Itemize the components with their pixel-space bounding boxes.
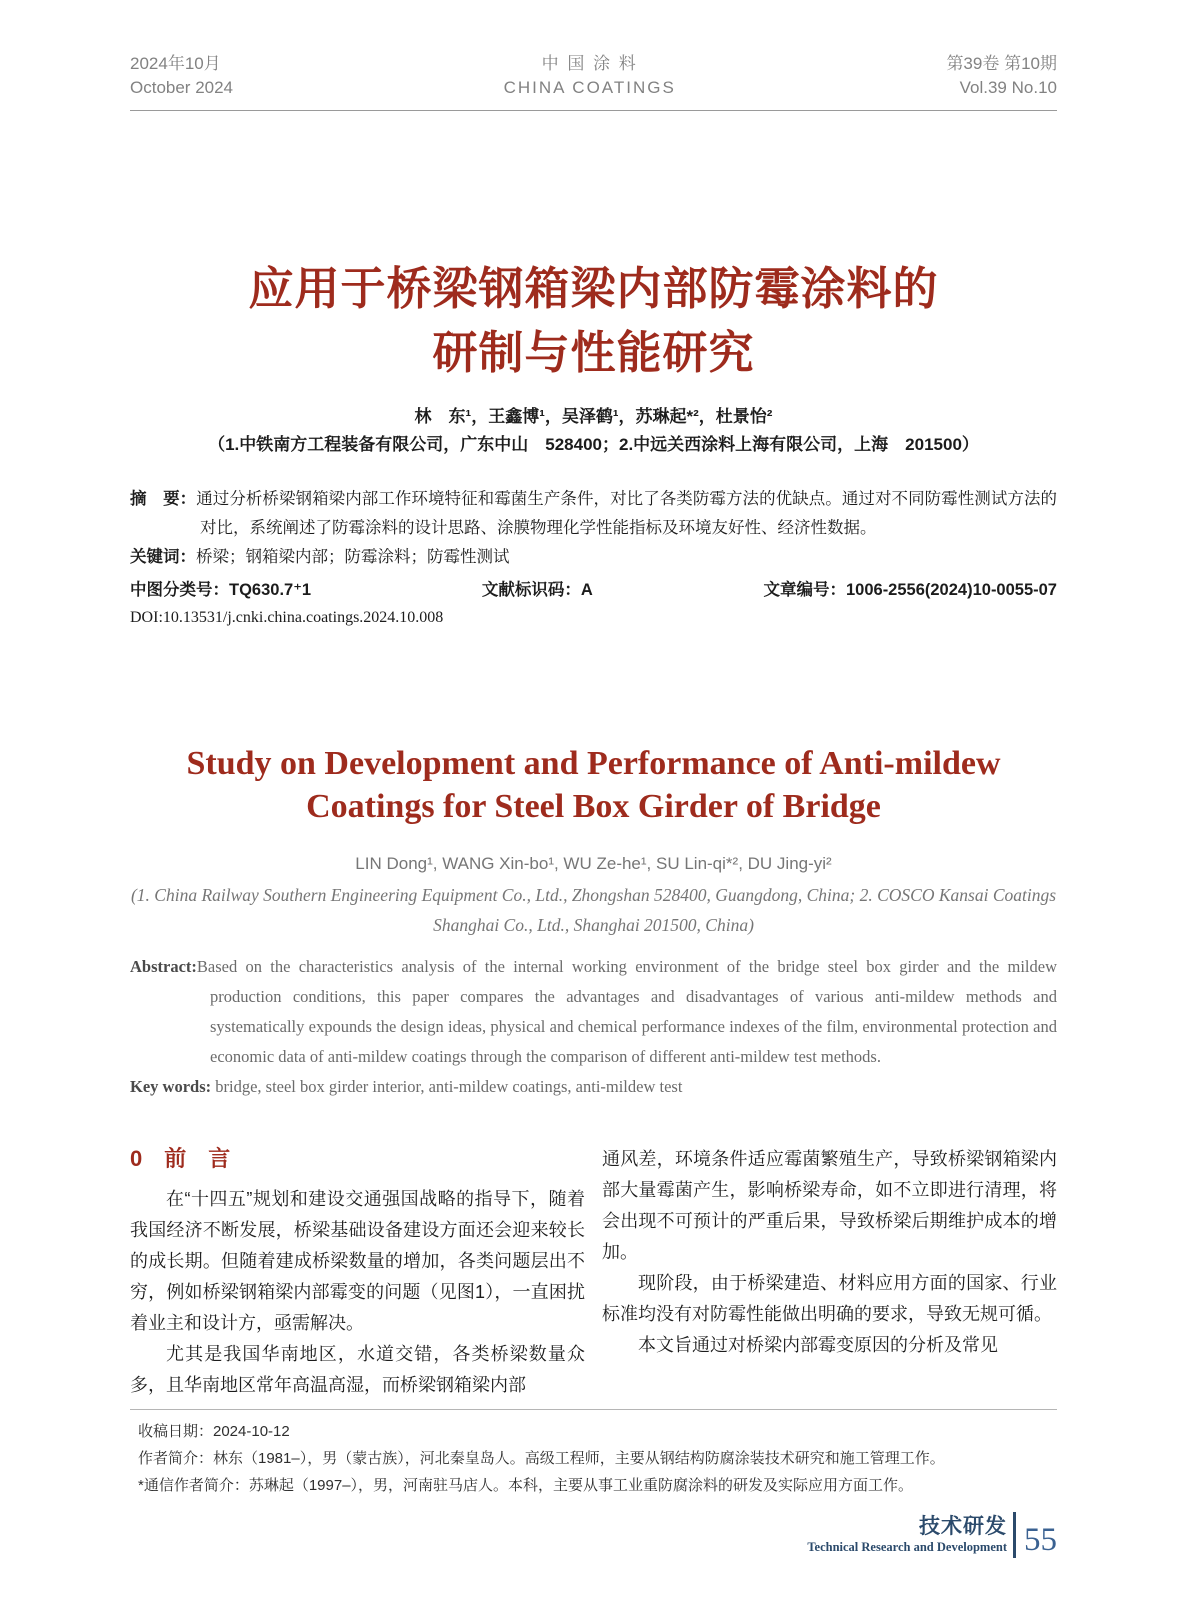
authors-cn: 林 东¹，王鑫博¹，吴泽鹤¹，苏琳起*²，杜景怡² [414,407,773,426]
article-id: 文章编号：1006-2556(2024)10-0055-07 [763,581,1057,599]
intro-right-column [602,1144,1057,1401]
authors-en: LIN Dong¹, WANG Xin-bo¹, WU Ze-he¹, SU Lin-qi*², DU Jing-yi² [355,854,832,873]
header-journal-en: CHINA COATINGS [503,78,676,97]
header-issue [946,52,1057,100]
abstract-en [130,952,1057,1072]
page-footer [807,1512,1057,1558]
affiliation-en: (1. China Railway Southern Engineering Equipment Co., Ltd., Zhongshan 528400, Guangdong, China; 2. COSCO Kansai Coatings Shanghai Co., Ltd., Shanghai 201500, China) [130,885,1057,935]
intro-section [130,1144,1057,1401]
abstract-cn-text: 通过分析桥梁钢箱梁内部工作环境特征和霉菌生产条件，对比了各类防霉方法的优缺点。通过对不同防霉性测试方法的对比，系统阐述了防霉涂料的设计思路、涂膜物理化学性能指标及环境友好性、经济性数据。 [196,490,1058,537]
article-title-cn [130,257,1057,385]
article-title-en-line1: Study on Development and Performance of Anti-mildew [186,745,1001,782]
footer-section [807,1515,1007,1555]
header-journal-name [504,52,676,100]
intro-paragraph: 本文旨通过对桥梁内部霉变原因的分析及常见 [638,1335,998,1355]
article-title-cn-line1: 应用于桥梁钢箱梁内部防霉涂料的 [248,263,939,314]
journal-header [130,0,1057,111]
abstract-en-text: Based on the characteristics analysis of the internal working environment of the bridge steel box girder and the mildew production conditions, this paper compares the advantages and disadvantages of various anti-mildew methods and systematically expounds the design ideas, physical and chemical performance indexes of the film, environmental protection and economic data of anti-mildew coatings through the comparison of different anti-mildew test methods. [196,957,1057,1066]
article-title-cn-line2: 研制与性能研究 [432,327,755,378]
intro-left-column [130,1144,585,1401]
document-code: 文献标识码：A [481,581,593,599]
keywords-en-text: bridge, steel box girder interior, anti-mildew coatings, anti-mildew test [215,1077,683,1096]
keywords-en-label: Key words: [130,1077,212,1096]
keywords-cn [130,543,1057,572]
footer-divider-bar [1013,1512,1016,1558]
footnote-block [130,1409,1057,1499]
article-title-en-line2: Coatings for Steel Box Girder of Bridge [306,788,881,825]
article-title-en [130,742,1057,828]
doi: DOI:10.13531/j.cnki.china.coatings.2024.10.008 [130,609,444,626]
intro-paragraph: 在“十四五”规划和建设交通强国战略的指导下，随着我国经济不断发展，桥梁基础设备建设方面还会迎来较长的成长期。但随着建成桥梁数量的增加，各类问题层出不穷，例如桥梁钢箱梁内部霉变的问题（见图1），一直困扰着业主和设计方，亟需解决。 [130,1189,585,1333]
abstract-en-label: Abstract: [130,957,197,976]
header-journal-cn: 中 国 涂 料 [541,54,638,73]
keywords-cn-text: 桥梁；钢箱梁内部；防霉涂料；防霉性测试 [196,548,510,566]
page-number: 55 [1024,1521,1057,1558]
meta-row [130,578,1057,602]
footer-section-cn: 技术研发 [919,1515,1007,1538]
header-issue-en: Vol.39 No.10 [959,78,1057,97]
intro-paragraph: 尤其是我国华南地区，水道交错，各类桥梁数量众多，且华南地区常年高温高湿，而桥梁钢箱梁内部 [130,1344,585,1395]
intro-paragraph-continuation: 通风差，环境条件适应霉菌繁殖生产，导致桥梁钢箱梁内部大量霉菌产生，影响桥梁寿命，如不立即进行清理，将会出现不可预计的严重后果，导致桥梁后期维护成本的增加。 [602,1149,1057,1262]
header-date-en: October 2024 [130,78,234,97]
header-issue-cn: 第39卷 第10期 [946,54,1057,73]
header-date [130,52,233,100]
clc-number: 中图分类号：TQ630.7⁺1 [130,581,312,599]
affiliation-cn: （1.中铁南方工程装备有限公司，广东中山 528400；2.中远关西涂料上海有限公司，上海 201500） [208,435,979,454]
footer-section-en: Technical Research and Development [807,1540,1007,1554]
abstract-cn-label: 摘 要： [130,490,197,508]
author-bio: 作者简介：林东（1981–），男（蒙古族），河北秦皇岛人。高级工程师，主要从钢结构防腐涂装技术研究和施工管理工作。 [138,1450,945,1467]
keywords-en [130,1072,1057,1102]
keywords-cn-label: 关键词： [130,548,196,566]
section-heading-intro: 0 前 言 [130,1146,231,1171]
corresponding-author-bio: *通信作者简介：苏琳起（1997–），男，河南驻马店人。本科，主要从事工业重防腐涂料的研发及实际应用方面工作。 [138,1477,914,1494]
received-date: 收稿日期：2024-10-12 [138,1423,290,1440]
header-date-cn: 2024年10月 [130,54,221,73]
abstract-cn [130,485,1057,543]
intro-paragraph: 现阶段，由于桥梁建造、材料应用方面的国家、行业标准均没有对防霉性能做出明确的要求，导致无规可循。 [602,1273,1057,1324]
